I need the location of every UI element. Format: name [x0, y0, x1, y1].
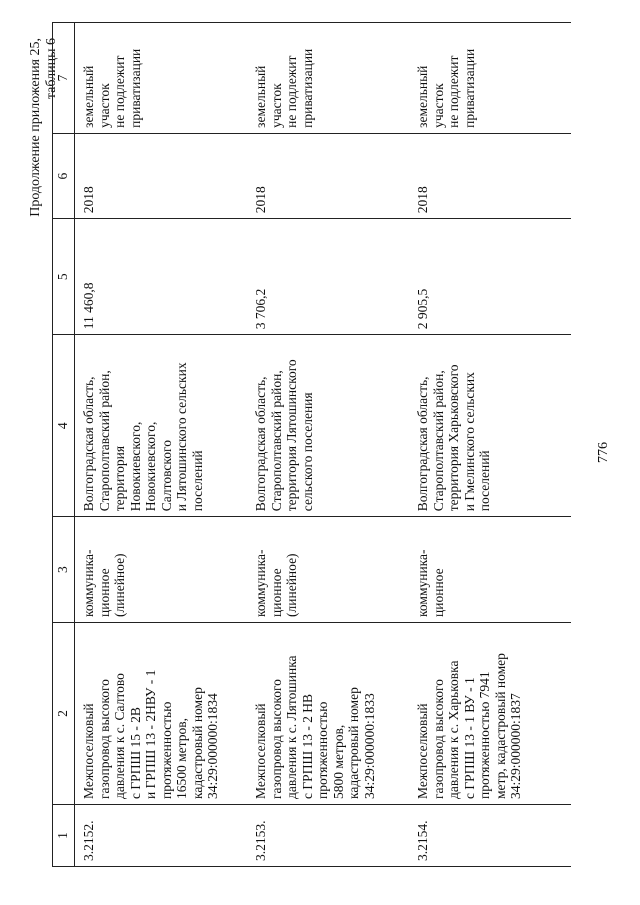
object-location: Волгоградская область, Старополтавский район, территория Новокиевского, Новокиевского, Салтовского и Лятошинского сельских поселений — [75, 335, 248, 517]
table-header — [53, 23, 75, 867]
row-number: 3.2153. — [247, 804, 409, 866]
object-value: 11 460,8 — [75, 219, 248, 335]
object-type: коммуника- ционное — [409, 517, 571, 623]
object-name: Межпоселковый газопровод высокого давления к с. Салтово с ГРПШ 15 - 2В и ГРПШ 13 - 2НВУ - 1 протяженностью 16500 метров, кадастровый номер 34:29:000000:1834 — [75, 622, 248, 804]
header-col-5: 5 — [53, 219, 75, 335]
table-row — [409, 23, 571, 867]
land-status: земельный участок не подлежит приватизации — [409, 23, 571, 134]
header-col-3: 3 — [53, 517, 75, 623]
object-value: 2 905,5 — [409, 219, 571, 335]
row-number: 3.2154. — [409, 804, 571, 866]
object-location: Волгоградская область, Старополтавский район, территория Лятошинского сельского поселения — [247, 335, 409, 517]
header-col-7: 7 — [53, 23, 75, 134]
object-type: коммуника- ционное (линейное) — [247, 517, 409, 623]
table-row — [247, 23, 409, 867]
header-col-4: 4 — [53, 335, 75, 517]
page-number: 776 — [596, 442, 611, 463]
object-value: 3 706,2 — [247, 219, 409, 335]
table-row — [75, 23, 248, 867]
header-row — [53, 23, 75, 867]
row-number: 3.2152. — [75, 804, 248, 866]
property-register-table — [52, 22, 571, 867]
continuation-line-2: таблицы 6 — [44, 38, 59, 100]
object-type: коммуника- ционное (линейное) — [75, 517, 248, 623]
continuation-line-1: Продолжение приложения 25, — [28, 38, 43, 217]
object-name: Межпоселковый газопровод высокого давления к с. Харьковка с ГРПШ 13 - 1 ВУ - 1 протяженностью 7941 метр, кадастровый номер 34:29:000000:1837 — [409, 622, 571, 804]
object-year: 2018 — [75, 133, 248, 218]
land-status: земельный участок не подлежит приватизации — [247, 23, 409, 134]
object-location: Волгоградская область, Старополтавский район, территория Харьковского и Гмелинского сельских поселений — [409, 335, 571, 517]
object-year: 2018 — [247, 133, 409, 218]
object-name: Межпоселковый газопровод высокого давления к с. Лятошинка с ГРПШ 13 - 2 НВ протяженностью 5800 метров, кадастровый номер 34:29:000000:1833 — [247, 622, 409, 804]
header-col-2: 2 — [53, 622, 75, 804]
object-year: 2018 — [409, 133, 571, 218]
header-col-1: 1 — [53, 804, 75, 866]
header-col-6: 6 — [53, 133, 75, 218]
table-body — [75, 23, 572, 867]
land-status: земельный участок не подлежит приватизации — [75, 23, 248, 134]
